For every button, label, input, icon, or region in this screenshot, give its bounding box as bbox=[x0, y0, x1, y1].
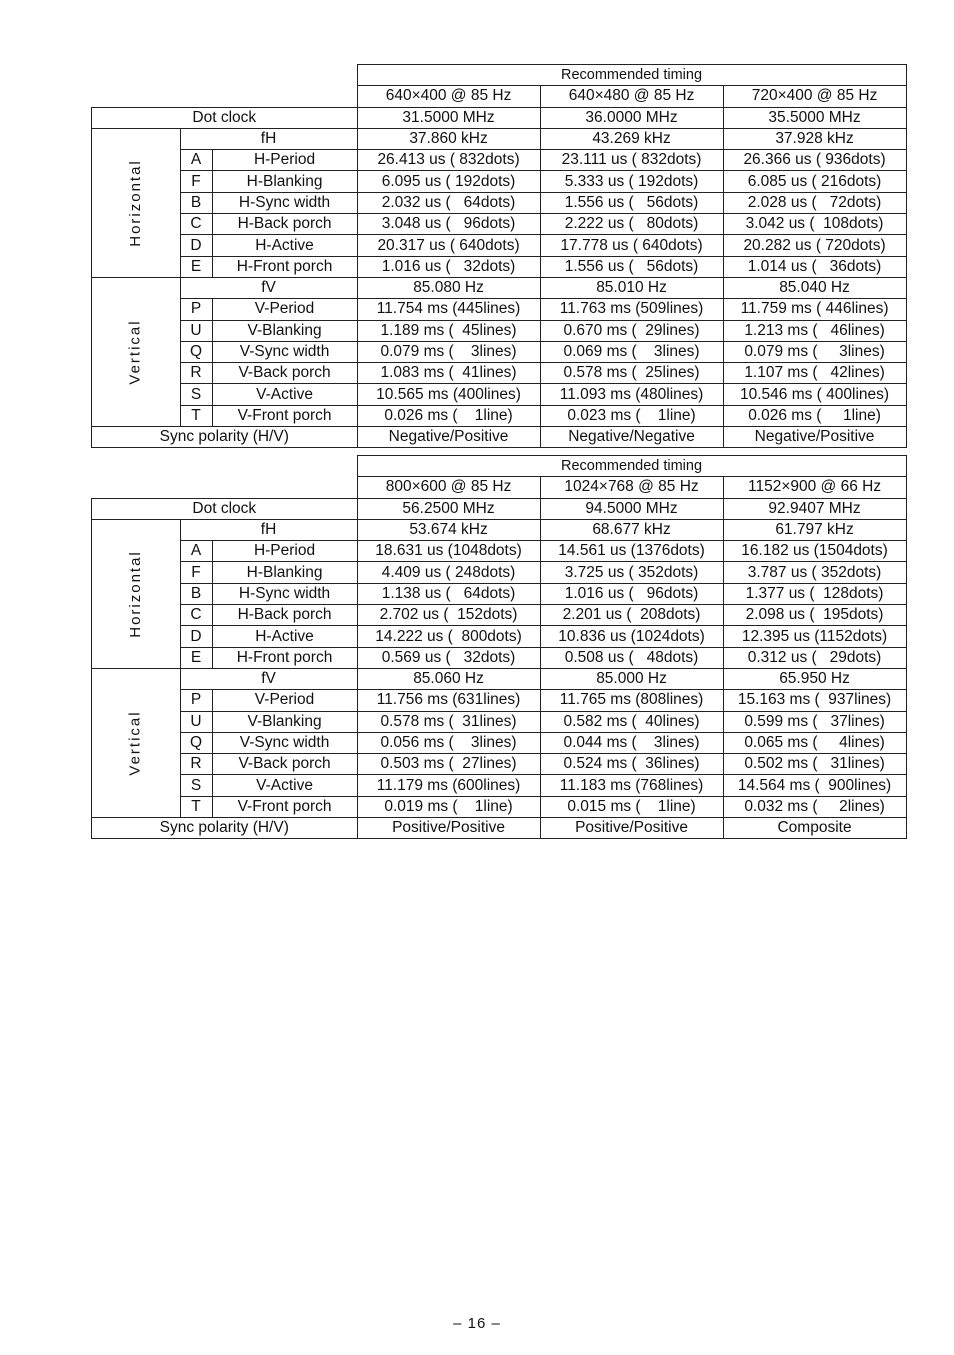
table-row bbox=[92, 562, 907, 583]
table-row bbox=[92, 647, 907, 668]
table-row bbox=[92, 818, 907, 839]
param-name: H-Period bbox=[212, 150, 357, 171]
sync-polarity-value: Negative/Positive bbox=[357, 427, 540, 448]
table-row bbox=[92, 405, 907, 426]
fv-value: 85.080 Hz bbox=[357, 277, 540, 298]
param-code: S bbox=[180, 775, 212, 796]
recommended-timing-header: Recommended timing bbox=[357, 65, 906, 86]
param-name: V-Sync width bbox=[212, 341, 357, 362]
param-value: 0.582 ms ( 40lines) bbox=[540, 711, 723, 732]
param-value: 1.016 us ( 96dots) bbox=[540, 583, 723, 604]
page-number: – 16 – bbox=[453, 1315, 501, 1332]
param-value: 3.042 us ( 108dots) bbox=[723, 214, 906, 235]
sync-polarity-value: Positive/Positive bbox=[540, 818, 723, 839]
param-value: 10.546 ms ( 400lines) bbox=[723, 384, 906, 405]
table-row bbox=[92, 754, 907, 775]
param-value: 0.079 ms ( 3lines) bbox=[723, 341, 906, 362]
dot-clock-value: 94.5000 MHz bbox=[540, 498, 723, 519]
table-row bbox=[92, 86, 907, 107]
param-value: 1.189 ms ( 45lines) bbox=[357, 320, 540, 341]
param-name: H-Period bbox=[212, 541, 357, 562]
table-row bbox=[92, 796, 907, 817]
param-value: 2.702 us ( 152dots) bbox=[357, 605, 540, 626]
vertical-group bbox=[92, 668, 181, 817]
param-value: 0.670 ms ( 29lines) bbox=[540, 320, 723, 341]
param-code: F bbox=[180, 562, 212, 583]
fh-value: 53.674 kHz bbox=[357, 519, 540, 540]
param-code: U bbox=[180, 711, 212, 732]
param-value: 1.014 us ( 36dots) bbox=[723, 256, 906, 277]
param-value: 10.565 ms (400lines) bbox=[357, 384, 540, 405]
mode-header: 720×400 @ 85 Hz bbox=[723, 86, 906, 107]
param-value: 18.631 us (1048dots) bbox=[357, 541, 540, 562]
param-name: V-Front porch bbox=[212, 405, 357, 426]
blank-corner bbox=[92, 477, 358, 498]
table-row bbox=[92, 363, 907, 384]
sync-polarity-value: Composite bbox=[723, 818, 906, 839]
table-row bbox=[92, 341, 907, 362]
table-row bbox=[92, 214, 907, 235]
fh-value: 37.928 kHz bbox=[723, 128, 906, 149]
sync-polarity-value: Negative/Negative bbox=[540, 427, 723, 448]
table-row bbox=[92, 427, 907, 448]
param-name: H-Back porch bbox=[212, 214, 357, 235]
table-row bbox=[92, 235, 907, 256]
param-code: A bbox=[180, 150, 212, 171]
param-value: 0.032 ms ( 2lines) bbox=[723, 796, 906, 817]
param-value: 26.413 us ( 832dots) bbox=[357, 150, 540, 171]
param-value: 2.098 us ( 195dots) bbox=[723, 605, 906, 626]
param-value: 0.044 ms ( 3lines) bbox=[540, 732, 723, 753]
param-value: 11.179 ms (600lines) bbox=[357, 775, 540, 796]
param-name: V-Blanking bbox=[212, 320, 357, 341]
fv-label: fV bbox=[180, 668, 357, 689]
param-value: 0.026 ms ( 1line) bbox=[357, 405, 540, 426]
param-value: 2.032 us ( 64dots) bbox=[357, 192, 540, 213]
fh-label: fH bbox=[180, 128, 357, 149]
param-value: 1.016 us ( 32dots) bbox=[357, 256, 540, 277]
param-value: 11.763 ms (509lines) bbox=[540, 299, 723, 320]
param-code: Q bbox=[180, 341, 212, 362]
fh-value: 68.677 kHz bbox=[540, 519, 723, 540]
param-code: T bbox=[180, 405, 212, 426]
param-value: 23.111 us ( 832dots) bbox=[540, 150, 723, 171]
param-code: F bbox=[180, 171, 212, 192]
param-name: V-Front porch bbox=[212, 796, 357, 817]
param-code: D bbox=[180, 626, 212, 647]
fh-value: 61.797 kHz bbox=[723, 519, 906, 540]
param-value: 0.599 ms ( 37lines) bbox=[723, 711, 906, 732]
param-value: 4.409 us ( 248dots) bbox=[357, 562, 540, 583]
param-value: 0.015 ms ( 1line) bbox=[540, 796, 723, 817]
param-value: 11.093 ms (480lines) bbox=[540, 384, 723, 405]
param-value: 14.561 us (1376dots) bbox=[540, 541, 723, 562]
horizontal-group bbox=[92, 519, 181, 668]
horizontal-group bbox=[92, 128, 181, 277]
param-code: C bbox=[180, 605, 212, 626]
fv-value: 85.000 Hz bbox=[540, 668, 723, 689]
sync-polarity-label: Sync polarity (H/V) bbox=[92, 818, 358, 839]
param-value: 20.282 us ( 720dots) bbox=[723, 235, 906, 256]
param-value: 0.503 ms ( 27lines) bbox=[357, 754, 540, 775]
param-value: 0.578 ms ( 25lines) bbox=[540, 363, 723, 384]
sync-polarity-value: Negative/Positive bbox=[723, 427, 906, 448]
blank-corner bbox=[92, 65, 358, 86]
table-row bbox=[92, 107, 907, 128]
param-name: H-Blanking bbox=[212, 562, 357, 583]
horizontal-group-label: Horizontal bbox=[126, 550, 144, 638]
param-value: 0.056 ms ( 3lines) bbox=[357, 732, 540, 753]
fh-value: 37.860 kHz bbox=[357, 128, 540, 149]
param-name: H-Blanking bbox=[212, 171, 357, 192]
param-value: 1.556 us ( 56dots) bbox=[540, 192, 723, 213]
table-row bbox=[92, 690, 907, 711]
param-value: 12.395 us (1152dots) bbox=[723, 626, 906, 647]
param-code: B bbox=[180, 583, 212, 604]
param-code: P bbox=[180, 690, 212, 711]
dot-clock-value: 31.5000 MHz bbox=[357, 107, 540, 128]
param-value: 1.377 us ( 128dots) bbox=[723, 583, 906, 604]
param-code: Q bbox=[180, 732, 212, 753]
table-row bbox=[92, 732, 907, 753]
param-value: 2.028 us ( 72dots) bbox=[723, 192, 906, 213]
mode-header: 640×480 @ 85 Hz bbox=[540, 86, 723, 107]
param-value: 26.366 us ( 936dots) bbox=[723, 150, 906, 171]
horizontal-group-label: Horizontal bbox=[126, 159, 144, 247]
param-value: 0.019 ms ( 1line) bbox=[357, 796, 540, 817]
param-value: 14.222 us ( 800dots) bbox=[357, 626, 540, 647]
table-row bbox=[92, 320, 907, 341]
table-row bbox=[92, 299, 907, 320]
param-code: A bbox=[180, 541, 212, 562]
table-row bbox=[92, 519, 907, 540]
param-name: H-Front porch bbox=[212, 256, 357, 277]
param-value: 0.026 ms ( 1line) bbox=[723, 405, 906, 426]
param-value: 20.317 us ( 640dots) bbox=[357, 235, 540, 256]
fv-value: 85.010 Hz bbox=[540, 277, 723, 298]
fv-value: 65.950 Hz bbox=[723, 668, 906, 689]
dot-clock-value: 36.0000 MHz bbox=[540, 107, 723, 128]
param-name: H-Sync width bbox=[212, 192, 357, 213]
param-value: 1.138 us ( 64dots) bbox=[357, 583, 540, 604]
timing-table-1 bbox=[91, 64, 907, 448]
param-value: 1.556 us ( 56dots) bbox=[540, 256, 723, 277]
param-code: R bbox=[180, 363, 212, 384]
fh-value: 43.269 kHz bbox=[540, 128, 723, 149]
dot-clock-value: 35.5000 MHz bbox=[723, 107, 906, 128]
param-value: 10.836 us (1024dots) bbox=[540, 626, 723, 647]
table-row bbox=[92, 256, 907, 277]
param-value: 5.333 us ( 192dots) bbox=[540, 171, 723, 192]
fv-value: 85.040 Hz bbox=[723, 277, 906, 298]
param-code: T bbox=[180, 796, 212, 817]
param-value: 3.725 us ( 352dots) bbox=[540, 562, 723, 583]
param-value: 0.065 ms ( 4lines) bbox=[723, 732, 906, 753]
param-value: 1.083 ms ( 41lines) bbox=[357, 363, 540, 384]
table-row bbox=[92, 150, 907, 171]
param-name: H-Active bbox=[212, 235, 357, 256]
table-row bbox=[92, 583, 907, 604]
param-value: 17.778 us ( 640dots) bbox=[540, 235, 723, 256]
param-value: 0.069 ms ( 3lines) bbox=[540, 341, 723, 362]
param-value: 11.754 ms (445lines) bbox=[357, 299, 540, 320]
table-row bbox=[92, 541, 907, 562]
param-code: S bbox=[180, 384, 212, 405]
param-name: V-Back porch bbox=[212, 363, 357, 384]
table-row bbox=[92, 626, 907, 647]
param-value: 0.524 ms ( 36lines) bbox=[540, 754, 723, 775]
dot-clock-value: 56.2500 MHz bbox=[357, 498, 540, 519]
param-code: P bbox=[180, 299, 212, 320]
table-row bbox=[92, 384, 907, 405]
param-name: V-Active bbox=[212, 775, 357, 796]
fv-label: fV bbox=[180, 277, 357, 298]
param-value: 2.201 us ( 208dots) bbox=[540, 605, 723, 626]
param-value: 1.107 ms ( 42lines) bbox=[723, 363, 906, 384]
table-row bbox=[92, 498, 907, 519]
blank-corner bbox=[92, 86, 358, 107]
recommended-timing-header: Recommended timing bbox=[357, 456, 906, 477]
param-name: V-Sync width bbox=[212, 732, 357, 753]
param-value: 2.222 us ( 80dots) bbox=[540, 214, 723, 235]
param-name: V-Period bbox=[212, 690, 357, 711]
param-name: H-Back porch bbox=[212, 605, 357, 626]
param-value: 0.569 us ( 32dots) bbox=[357, 647, 540, 668]
param-value: 1.213 ms ( 46lines) bbox=[723, 320, 906, 341]
sync-polarity-value: Positive/Positive bbox=[357, 818, 540, 839]
vertical-group-label: Vertical bbox=[126, 710, 144, 776]
param-value: 3.048 us ( 96dots) bbox=[357, 214, 540, 235]
param-name: V-Active bbox=[212, 384, 357, 405]
param-value: 3.787 us ( 352dots) bbox=[723, 562, 906, 583]
param-value: 0.079 ms ( 3lines) bbox=[357, 341, 540, 362]
dot-clock-label: Dot clock bbox=[92, 498, 358, 519]
param-value: 11.183 ms (768lines) bbox=[540, 775, 723, 796]
param-value: 14.564 ms ( 900lines) bbox=[723, 775, 906, 796]
vertical-group bbox=[92, 277, 181, 426]
param-value: 15.163 ms ( 937lines) bbox=[723, 690, 906, 711]
table-row bbox=[92, 605, 907, 626]
table-row bbox=[92, 192, 907, 213]
param-name: H-Active bbox=[212, 626, 357, 647]
table-row bbox=[92, 277, 907, 298]
table-row bbox=[92, 668, 907, 689]
param-name: H-Front porch bbox=[212, 647, 357, 668]
dot-clock-label: Dot clock bbox=[92, 107, 358, 128]
param-value: 16.182 us (1504dots) bbox=[723, 541, 906, 562]
param-value: 0.508 us ( 48dots) bbox=[540, 647, 723, 668]
param-name: V-Blanking bbox=[212, 711, 357, 732]
param-value: 0.578 ms ( 31lines) bbox=[357, 711, 540, 732]
param-code: C bbox=[180, 214, 212, 235]
timing-table-2 bbox=[91, 455, 907, 839]
blank-corner bbox=[92, 456, 358, 477]
param-code: E bbox=[180, 647, 212, 668]
param-value: 0.023 ms ( 1line) bbox=[540, 405, 723, 426]
param-value: 11.759 ms ( 446lines) bbox=[723, 299, 906, 320]
table-row bbox=[92, 456, 907, 477]
vertical-group-label: Vertical bbox=[126, 319, 144, 385]
fv-value: 85.060 Hz bbox=[357, 668, 540, 689]
param-name: V-Back porch bbox=[212, 754, 357, 775]
param-value: 11.765 ms (808lines) bbox=[540, 690, 723, 711]
dot-clock-value: 92.9407 MHz bbox=[723, 498, 906, 519]
sync-polarity-label: Sync polarity (H/V) bbox=[92, 427, 358, 448]
param-code: B bbox=[180, 192, 212, 213]
table-row bbox=[92, 128, 907, 149]
param-code: E bbox=[180, 256, 212, 277]
param-value: 0.502 ms ( 31lines) bbox=[723, 754, 906, 775]
fh-label: fH bbox=[180, 519, 357, 540]
param-value: 11.756 ms (631lines) bbox=[357, 690, 540, 711]
mode-header: 1024×768 @ 85 Hz bbox=[540, 477, 723, 498]
param-code: R bbox=[180, 754, 212, 775]
table-row bbox=[92, 65, 907, 86]
mode-header: 800×600 @ 85 Hz bbox=[357, 477, 540, 498]
param-value: 6.095 us ( 192dots) bbox=[357, 171, 540, 192]
table-row bbox=[92, 775, 907, 796]
param-code: D bbox=[180, 235, 212, 256]
param-code: U bbox=[180, 320, 212, 341]
table-row bbox=[92, 711, 907, 732]
param-value: 0.312 us ( 29dots) bbox=[723, 647, 906, 668]
table-row bbox=[92, 171, 907, 192]
param-value: 6.085 us ( 216dots) bbox=[723, 171, 906, 192]
table-row bbox=[92, 477, 907, 498]
mode-header: 640×400 @ 85 Hz bbox=[357, 86, 540, 107]
mode-header: 1152×900 @ 66 Hz bbox=[723, 477, 906, 498]
param-name: V-Period bbox=[212, 299, 357, 320]
param-name: H-Sync width bbox=[212, 583, 357, 604]
